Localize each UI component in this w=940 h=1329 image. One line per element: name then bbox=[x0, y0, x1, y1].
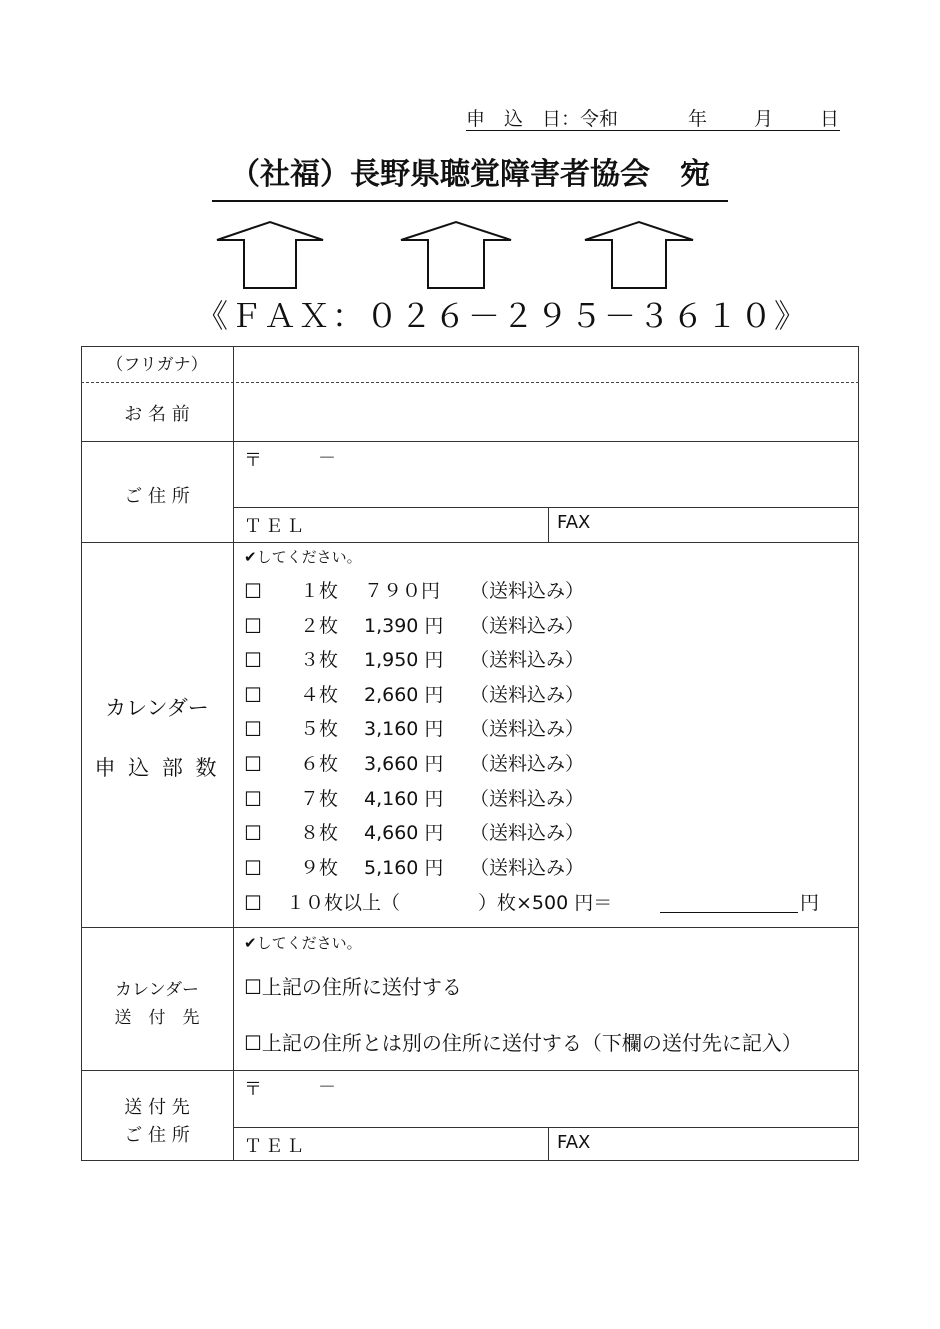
quantity-input[interactable] bbox=[412, 890, 478, 916]
up-arrow-icon bbox=[585, 222, 693, 288]
day-label: 日 bbox=[820, 108, 840, 130]
fax-label: FAX bbox=[557, 512, 591, 533]
calendar-label: カレンダー bbox=[105, 696, 209, 720]
option-note: （送料込み） bbox=[470, 787, 585, 810]
checkbox-icon[interactable]: ☐ bbox=[244, 786, 262, 811]
addressee-title: （社福）長野県聴覚障害者協会 宛 bbox=[212, 156, 728, 202]
name-field[interactable] bbox=[234, 384, 858, 440]
option-10-label: １０枚以上（ bbox=[286, 892, 401, 914]
option-price: 3,660 円 bbox=[364, 753, 444, 775]
tel-label: ＴＥＬ bbox=[244, 516, 307, 537]
furigana-label: （フリガナ） bbox=[106, 355, 208, 375]
option-note: （送料込み） bbox=[470, 614, 585, 637]
option-10-formula: ）枚×500 円＝ bbox=[478, 892, 613, 914]
checkbox-icon[interactable]: ☐ bbox=[244, 821, 262, 846]
check-note: ✔してください。 bbox=[244, 548, 362, 566]
checkbox-icon[interactable]: ☐ bbox=[244, 613, 262, 638]
month-label: 月 bbox=[754, 108, 774, 130]
postal-mark: 〒 bbox=[244, 450, 262, 471]
send-postal-mark: 〒 bbox=[244, 1079, 262, 1100]
year-label: 年 bbox=[688, 108, 708, 130]
option-10-yen: 円 bbox=[800, 892, 820, 914]
delivery-option-other-address[interactable]: ☐上記の住所とは別の住所に送付する（下欄の送付先に記入） bbox=[244, 1031, 802, 1055]
checkbox-icon[interactable]: ☐ bbox=[244, 752, 262, 776]
row-divider bbox=[81, 927, 859, 928]
up-arrow-icon bbox=[217, 222, 323, 288]
option-count: ２枚 bbox=[300, 614, 339, 637]
furigana-field[interactable] bbox=[234, 347, 858, 381]
fax-number: 《ＦＡＸ：０２６－２９５－３６１０》 bbox=[196, 297, 809, 335]
furigana-divider bbox=[81, 382, 859, 383]
delivery-label: カレンダー bbox=[115, 980, 199, 1000]
send-to-label: 送 付 先 bbox=[124, 1097, 190, 1118]
name-label: お 名 前 bbox=[124, 404, 190, 425]
option-price: 3,160 円 bbox=[364, 718, 444, 741]
send-tel-divider bbox=[233, 1127, 859, 1128]
tel-fax-divider bbox=[548, 507, 549, 542]
option-note: （送料込み） bbox=[470, 856, 585, 879]
up-arrows bbox=[0, 0, 940, 300]
option-price: ７９０円 bbox=[364, 580, 441, 602]
checkbox-icon[interactable]: ☐ bbox=[244, 579, 262, 603]
checkbox-icon[interactable]: ☐ bbox=[244, 682, 262, 707]
delivery-check-note: ✔してください。 bbox=[244, 934, 362, 952]
delivery-option-same-address[interactable]: ☐上記の住所に送付する bbox=[244, 975, 462, 999]
checkbox-icon[interactable]: ☐ bbox=[244, 855, 262, 880]
option-note: （送料込み） bbox=[470, 649, 585, 672]
date-label: 申 込 日：令和 bbox=[466, 108, 619, 130]
send-tel-label: ＴＥＬ bbox=[244, 1136, 307, 1157]
row-divider bbox=[81, 441, 859, 442]
row-divider bbox=[81, 542, 859, 543]
option-price: 1,390 円 bbox=[364, 614, 444, 637]
option-price: 4,660 円 bbox=[364, 822, 444, 845]
option-count: ４枚 bbox=[300, 683, 339, 706]
option-price: 1,950 円 bbox=[364, 649, 444, 672]
option-count: ９枚 bbox=[300, 856, 339, 879]
delivery-dest-label: 送 付 先 bbox=[114, 1008, 200, 1028]
send-address-label: ご 住 所 bbox=[124, 1125, 190, 1146]
option-count: １枚 bbox=[300, 580, 339, 602]
send-postal-dash: － bbox=[318, 1077, 336, 1098]
send-fax-label: FAX bbox=[557, 1132, 591, 1153]
option-count: ７枚 bbox=[300, 787, 339, 810]
postal-dash: － bbox=[318, 448, 336, 469]
order-quantity-label: 申 込 部 数 bbox=[94, 756, 220, 780]
option-price: 4,160 円 bbox=[364, 787, 444, 810]
label-column-divider bbox=[233, 346, 234, 1161]
total-amount-field[interactable] bbox=[660, 888, 798, 913]
address-tel-divider bbox=[233, 507, 859, 508]
option-count: ８枚 bbox=[300, 822, 339, 845]
option-note: （送料込み） bbox=[470, 822, 585, 845]
option-count: ５枚 bbox=[300, 718, 339, 741]
option-count: ６枚 bbox=[300, 753, 339, 775]
option-price: 2,660 円 bbox=[364, 683, 444, 706]
checkbox-icon[interactable]: ☐ bbox=[244, 648, 262, 673]
option-note: （送料込み） bbox=[470, 580, 585, 602]
option-count: ３枚 bbox=[300, 649, 339, 672]
send-tel-fax-divider bbox=[548, 1127, 549, 1161]
row-divider bbox=[81, 1070, 859, 1071]
option-price: 5,160 円 bbox=[364, 856, 444, 879]
up-arrow-icon bbox=[401, 222, 511, 288]
checkbox-icon[interactable]: ☐ bbox=[244, 717, 262, 742]
option-note: （送料込み） bbox=[470, 718, 585, 741]
checkbox-icon[interactable]: ☐ bbox=[244, 891, 262, 915]
option-note: （送料込み） bbox=[470, 683, 585, 706]
address-label: ご 住 所 bbox=[124, 486, 190, 507]
option-note: （送料込み） bbox=[470, 753, 585, 775]
